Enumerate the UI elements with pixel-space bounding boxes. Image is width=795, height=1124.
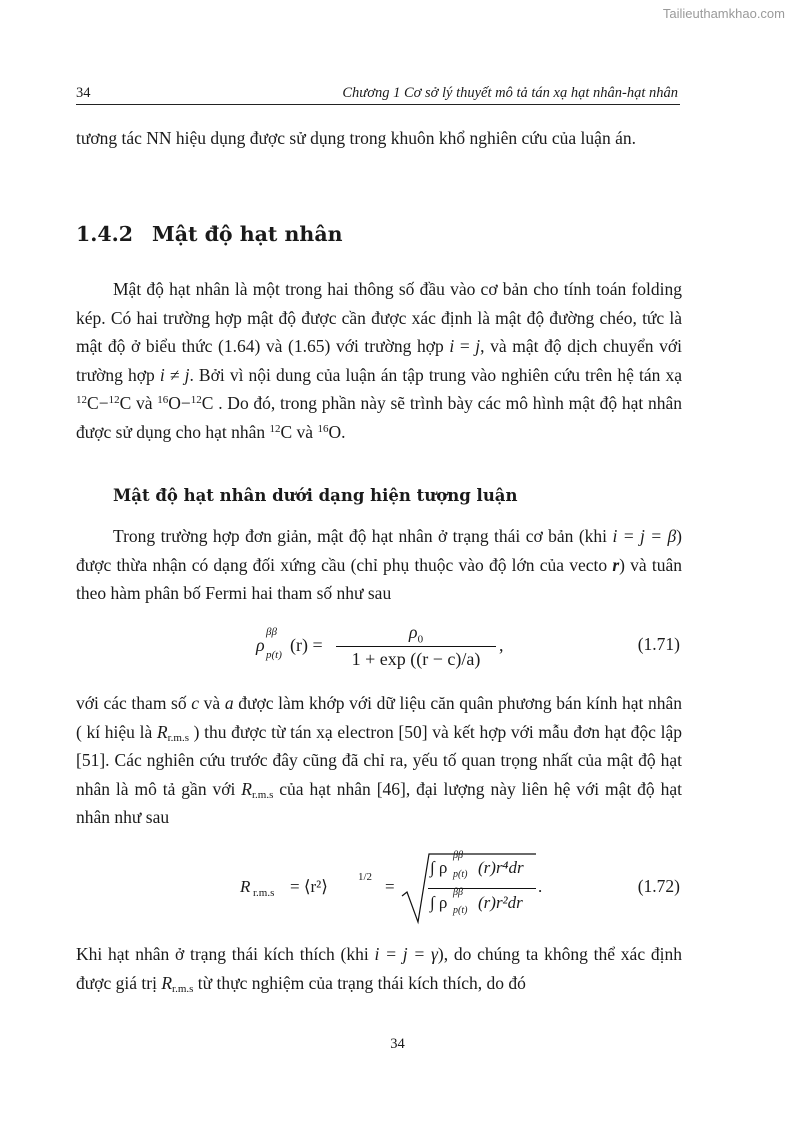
footer-page-number: 34: [390, 1036, 405, 1052]
fraction-bar: [336, 646, 496, 647]
fraction-bar: [428, 888, 536, 889]
subsection-heading: Mật độ hạt nhân dưới dạng hiện tượng luận: [113, 486, 518, 505]
fermi-paragraph: Trong trường hợp đơn giản, mật độ hạt nhân ở trạng thái cơ bản (khi i = j = β) được thừa nhận có dạng đối xứng cầu (chỉ phụ thuộc vào độ lớn của vecto r) và tuân theo hàm phân bố Fermi hai tham số như sau: [76, 526, 682, 603]
watermark: Tailieuthamkhao.com: [662, 6, 785, 21]
header-chapter-title: Chương 1 Cơ sở lý thuyết mô tả tán xạ hạt nhân-hạt nhân: [342, 85, 678, 101]
header-page-number: 34: [76, 85, 91, 101]
equation-1-71: ρ ββ p(t) (r) = $\rho_0$ 1 + exp ((r − c)/a) , (1.71): [256, 622, 680, 669]
running-header: [76, 84, 680, 105]
excited-state-paragraph: Khi hạt nhân ở trạng thái kích thích (khi i = j = γ), do chúng ta không thể xác định được giá trị $R_{r.m.s}$ từ thực nghiệm của trạng thái kích thích, do đó: [76, 944, 682, 995]
section-heading: [76, 222, 343, 246]
equation-1-72: R r.m.s = ⟨r²⟩ 1/2 = ∫ ρ ββ p(t) (r)r⁴dr ∫ ρ ββ p(t) (r)r²dr . (1.72): [76, 852, 682, 926]
density-intro-paragraph: Mật độ hạt nhân là một trong hai thông số đầu vào cơ bản cho tính toán folding kép. Có hai trường hợp mật độ được cần được xác định là mật độ đường chéo, tức là mật độ ở biểu thức (1.64) và (1.65) với trường hợp i = j, và mật độ dịch chuyển với trường hợp i ≠ j. Bởi vì nội dung của luận án tập trung vào nghiên cứu trên hệ tán xạ $^{12}$C−$^{12}$C và $^{16}$O−$^{12}$C . Do đó, trong phần này sẽ trình bày các mô hình mật độ hạt nhân được sử dụng cho hạt nhân $^{12}$C và $^{16}$O.: [76, 279, 682, 442]
equation-number: (1.71): [637, 634, 680, 654]
parameters-paragraph: với các tham số c và a được làm khớp với dữ liệu căn quân phương bán kính hạt nhân ( kí hiệu là $R_{r.m.s}$ ) thu được từ tán xạ electron [50] và kết hợp với mẫu đơn hạt độc lập [51]. Các nghiên cứu trước đây cũng đã chỉ ra, yếu tố quan trọng nhất của mật độ hạt nhân là mô tả gần với $R_{r.m.s}$ của hạt nhân [46], đại lượng này liên hệ với mật độ hạt nhân như sau: [76, 693, 682, 827]
intro-paragraph: tương tác NN hiệu dụng được sử dụng trong khuôn khổ nghiên cứu của luận án.: [76, 128, 636, 148]
section-number: 1.4.2: [76, 222, 134, 246]
equation-number: (1.72): [637, 876, 680, 896]
section-title: Mật độ hạt nhân: [152, 222, 343, 246]
